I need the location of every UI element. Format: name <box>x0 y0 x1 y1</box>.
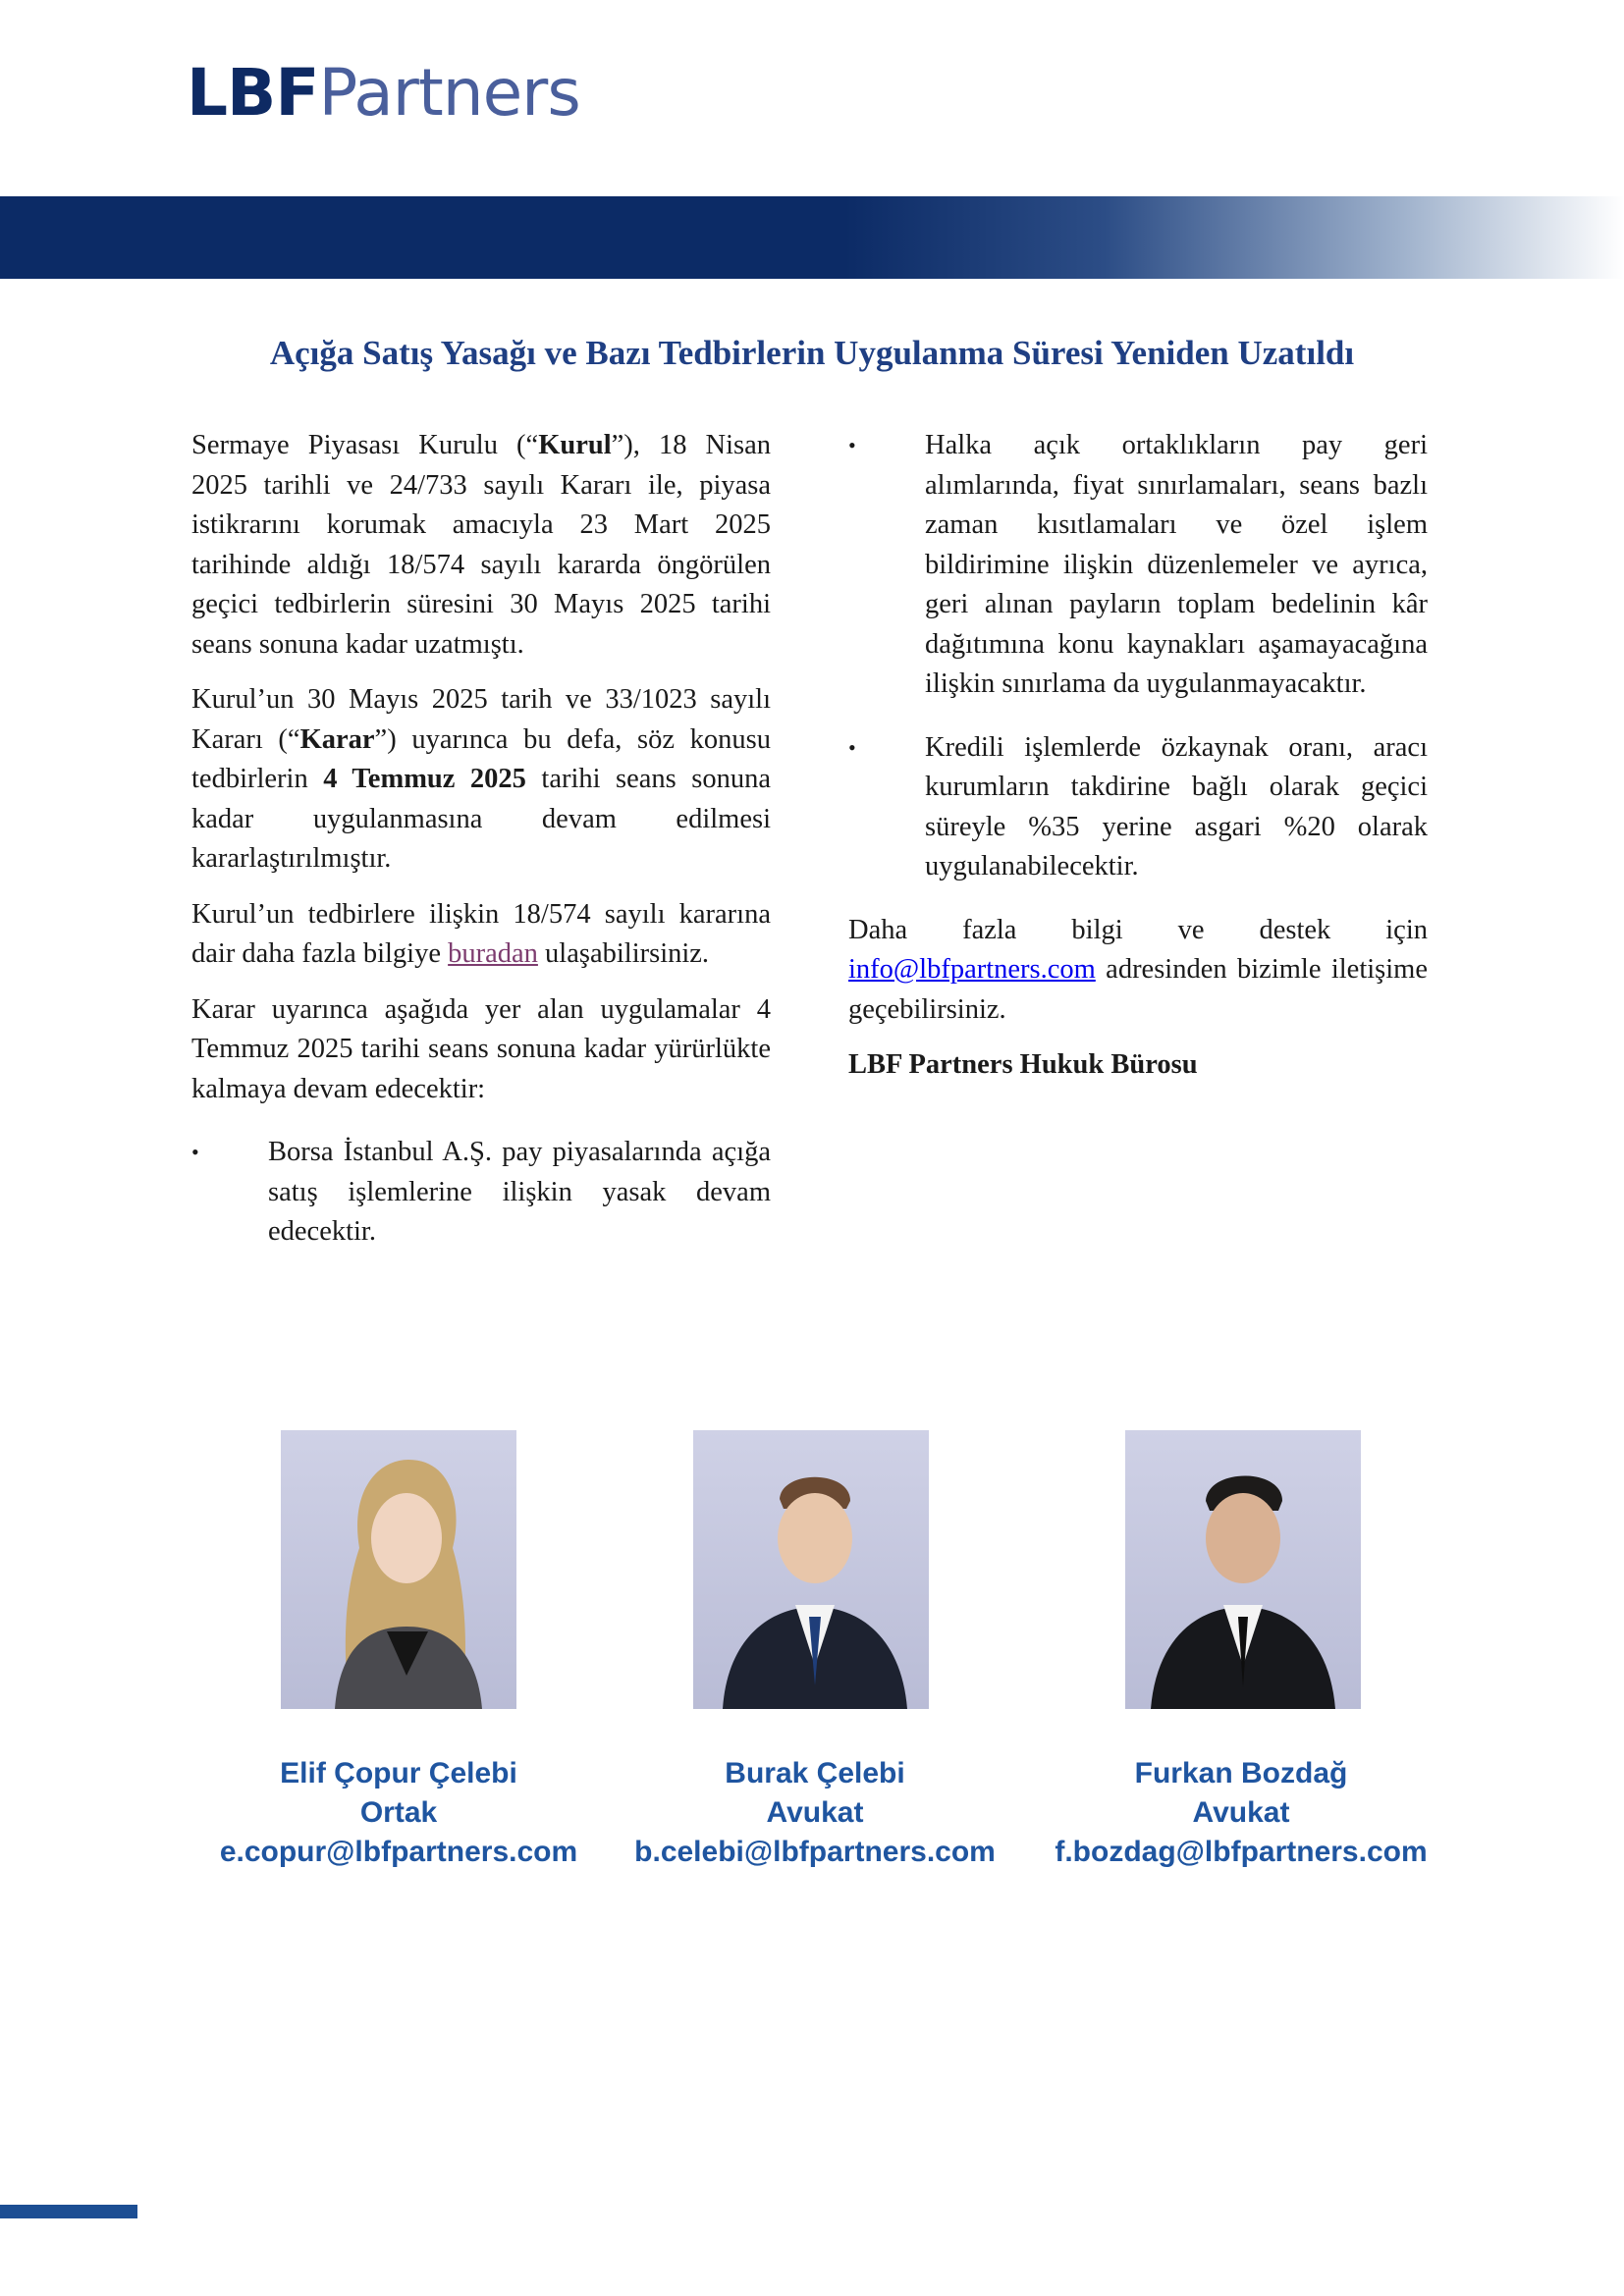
buradan-link[interactable]: buradan <box>448 938 538 969</box>
logo-partners: Partners <box>318 55 580 131</box>
info-email-link[interactable]: info@lbfpartners.com <box>848 954 1096 985</box>
bullet-icon: • <box>848 734 856 760</box>
photo-furkan <box>1125 1430 1361 1709</box>
list-item-text: Halka açık ortaklıkların pay geri alımlarında, fiyat sınırlamaları, seans bazlı zaman kısıtlamaları ve özel işlem bildirimine ilişkin düzenlemeler ve ayrıca, geri alınan payların toplam bedelinin kâr dağıtımına konu kaynakları aşamayacağına ilişkin sınırlama da uygulanmayacaktır. <box>925 430 1428 699</box>
list-item <box>191 1133 771 1253</box>
person-role: Ortak <box>359 1796 438 1829</box>
logo-lbf: LBF <box>187 55 319 131</box>
text-span: ”) uyarınca bu defa, söz konusu tedbirlerin <box>191 723 772 794</box>
text-span: adresinden bizimle iletişime geçebilirsiniz. <box>848 954 1428 1025</box>
text-span: ulaşabilirsiniz. <box>537 938 710 969</box>
bullet-icon: • <box>848 433 856 457</box>
list-item-text: Kredili işlemlerde özkaynak oranı, aracı kurumların takdirine bağlı olarak geçici süreyle %35 yerine asgari %20 olarak uygulanabilecektir. <box>925 731 1428 881</box>
person-card <box>589 1754 1041 1872</box>
person-role: Avukat <box>766 1796 864 1829</box>
person-card <box>1015 1754 1467 1872</box>
bullet-icon: • <box>191 1140 199 1164</box>
person-name: Burak Çelebi <box>725 1757 905 1789</box>
text-span: Daha fazla bilgi ve destek için <box>848 914 1428 945</box>
right-column <box>848 426 1428 1101</box>
list-item <box>848 728 1428 887</box>
person-email[interactable]: e.copur@lbfpartners.com <box>219 1836 578 1868</box>
signature: LBF Partners Hukuk Bürosu <box>848 1049 1198 1080</box>
paragraph-measures-intro: Karar uyarınca aşağıda yer alan uygulamalar 4 Temmuz 2025 tarihi seans sonuna kadar yürürlükte kalmaya devam edecektir: <box>191 993 771 1104</box>
header-band <box>0 196 1624 279</box>
date-highlight: 4 Temmuz 2025 <box>323 764 526 794</box>
text-span: Sermaye Piyasası Kurulu (“ <box>191 430 539 460</box>
left-column <box>191 426 771 1276</box>
paragraph-more-info <box>191 895 771 975</box>
list-item <box>848 426 1428 705</box>
text-span: tarihi seans sonuna kadar uygulanmasına devam edilmesi kararlaştırılmıştır. <box>191 764 771 874</box>
person-role: Avukat <box>1192 1796 1290 1829</box>
term-karar: Karar <box>299 723 375 755</box>
person-name: Elif Çopur Çelebi <box>280 1757 517 1789</box>
footer-accent-bar <box>0 2205 137 2218</box>
text-span: ”), 18 Nisan 2025 tarihli ve 24/733 sayılı Kararı ile, piyasa istikrarını korumak amacıyla 23 Mart 2025 tarihinde aldığı 18/574 sayılı kararda öngörülen geçici tedbirlerin süresini 30 Mayıs 2025 tarihi seans sonuna kadar uzatmıştı. <box>191 430 771 660</box>
paragraph-decision <box>191 680 771 880</box>
person-email[interactable]: f.bozdag@lbfpartners.com <box>1055 1836 1428 1868</box>
paragraph-intro <box>191 426 771 665</box>
company-logo <box>187 55 580 131</box>
text-span: Kurul’un tedbirlere ilişkin 18/574 sayılı kararına dair daha fazla bilgiye <box>191 898 771 969</box>
term-kurul: Kurul <box>538 430 612 460</box>
person-card <box>173 1754 624 1872</box>
text-span: Kurul’un 30 Mayıs 2025 tarih ve 33/1023 sayılı Kararı (“ <box>191 684 771 755</box>
photo-elif <box>281 1430 516 1709</box>
page-title: Açığa Satış Yasağı ve Bazı Tedbirlerin Uygulanma Süresi Yeniden Uzatıldı <box>269 334 1355 372</box>
photo-burak <box>693 1430 929 1709</box>
paragraph-contact <box>848 911 1428 1031</box>
person-email[interactable]: b.celebi@lbfpartners.com <box>634 1836 996 1868</box>
list-item-text: Borsa İstanbul A.Ş. pay piyasalarında açığa satış işlemlerine ilişkin yasak devam edecektir. <box>268 1137 771 1247</box>
person-name: Furkan Bozdağ <box>1134 1757 1348 1789</box>
